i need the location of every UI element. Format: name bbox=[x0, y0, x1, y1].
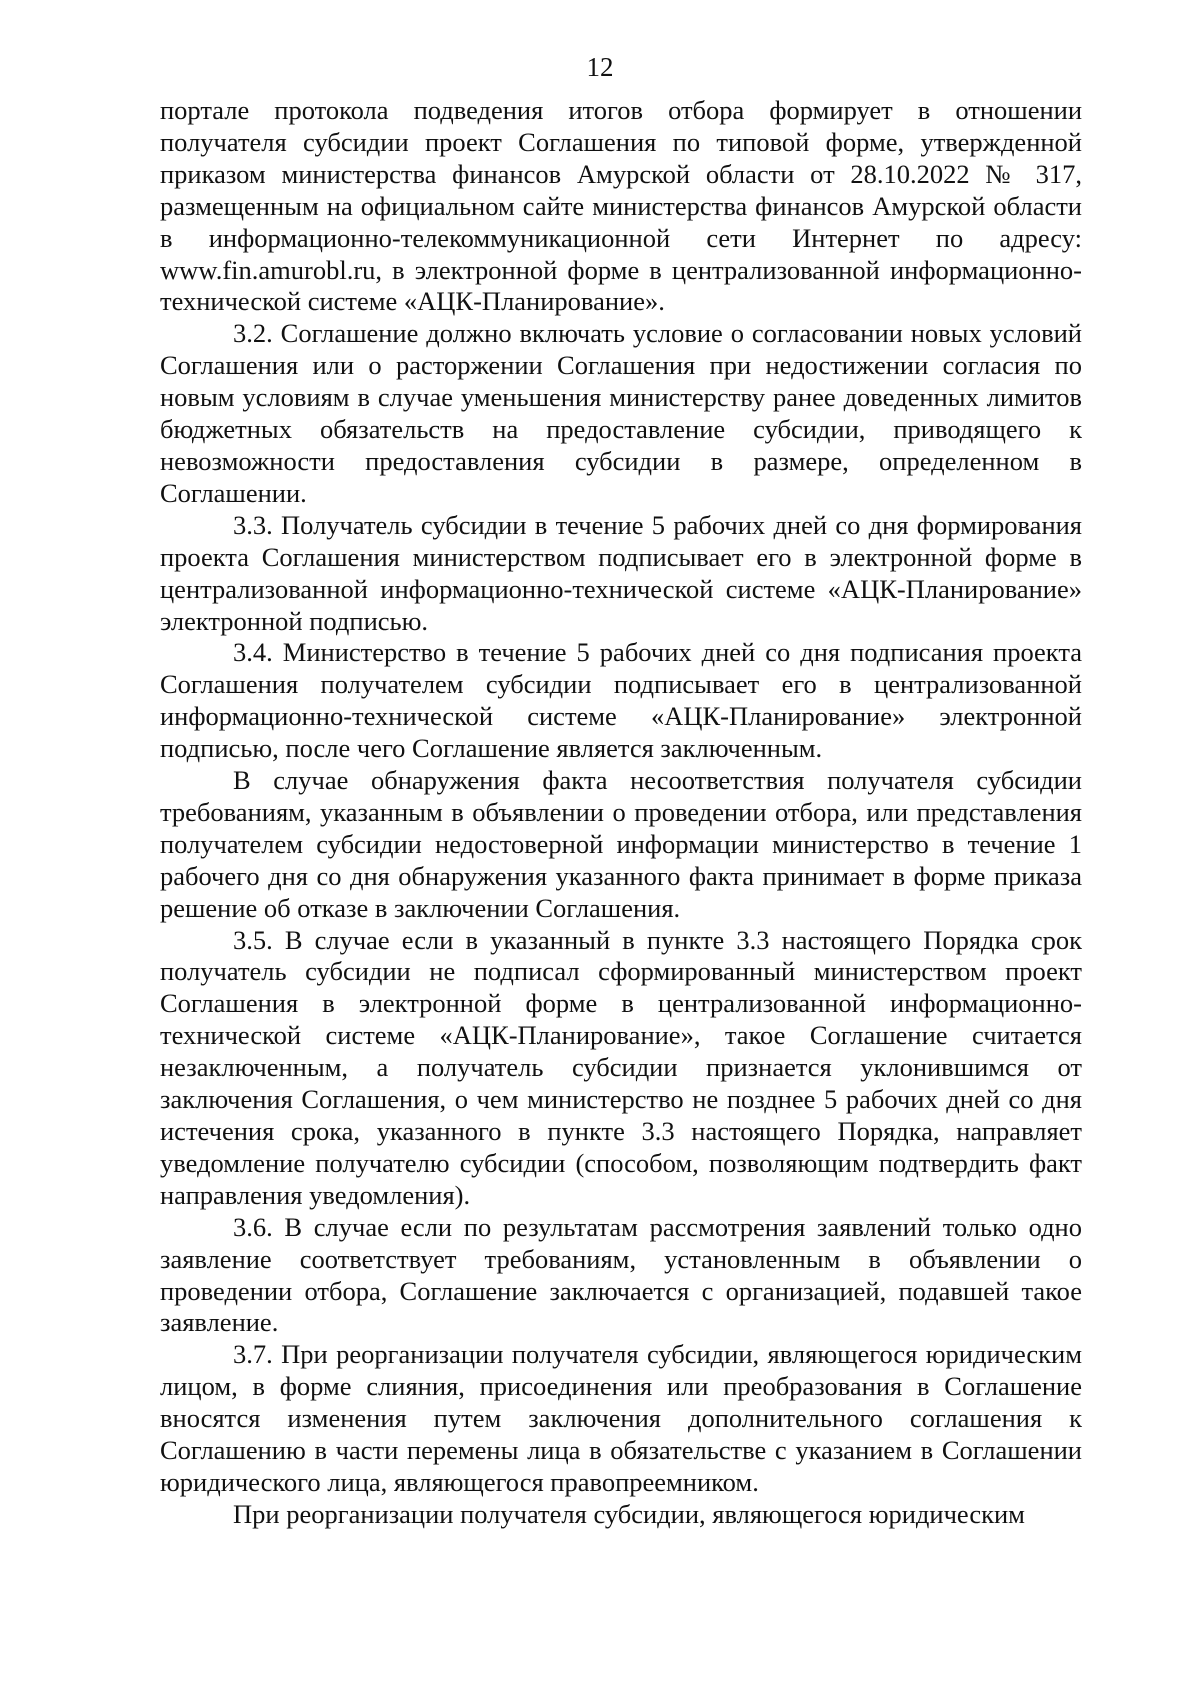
paragraph-3-7: 3.7. При реорганизации получателя субсидии, являющегося юридическим лицом, в форме слияния, присоединения или преобразования в Соглашение вносятся изменения путем заключения дополнительного соглашения к Соглашению в части перемены лица в обязательстве с указанием в Соглашении юридического лица, являющегося правопреемником. bbox=[160, 1339, 1082, 1497]
paragraph-3-5: 3.5. В случае если в указанный в пункте 3.3 настоящего Порядка срок получатель субсидии не подписал сформированный министерством проект Соглашения в электронной форме в централизованной информационно-технической системе «АЦК-Планирование», такое Соглашение считается незаключенным, а получатель субсидии признается уклонившимся от заключения Соглашения, о чем министерство не позднее 5 рабочих дней со дня истечения срока, указанного в пункте 3.3 настоящего Порядка, направляет уведомление получателю субсидии (способом, позволяющим подтвердить факт направления уведомления). bbox=[160, 924, 1082, 1210]
paragraph-3-6: 3.6. В случае если по результатам рассмотрения заявлений только одно заявление соответствует требованиям, установленным в объявлении о проведении отбора, Соглашение заключается с организацией, подавшей такое заявление. bbox=[160, 1211, 1082, 1338]
paragraph-3-2: 3.2. Соглашение должно включать условие о согласовании новых условий Соглашения или о расторжении Соглашения при недостижении согласия по новым условиям в случае уменьшения министерству ранее доведенных лимитов бюджетных обязательств на предоставление субсидии, приводящего к невозможности предоставления субсидии в размере, определенном в Соглашении. bbox=[160, 318, 1082, 508]
paragraph-3-3: 3.3. Получатель субсидии в течение 5 рабочих дней со дня формирования проекта Соглашения министерством подписывает его в электронной форме в централизованной информационно-технической системе «АЦК-Планирование» электронной подписью. bbox=[160, 509, 1082, 636]
paragraph-refusal-case: В случае обнаружения факта несоответствия получателя субсидии требованиям, указанным в объявлении о проведении отбора, или представления получателем субсидии недостоверной информации министерство в течение 1 рабочего дня со дня обнаружения указанного факта принимает в форме приказа решение об отказе в заключении Соглашения. bbox=[160, 765, 1082, 923]
page-number: 12 bbox=[586, 52, 614, 82]
paragraph-reorganization-continued: При реорганизации получателя субсидии, являющегося юридическим bbox=[233, 1498, 1025, 1529]
paragraph-3-4: 3.4. Министерство в течение 5 рабочих дней со дня подписания проекта Соглашения получателем субсидии подписывает его в централизованной информационно-технической системе «АЦК-Планирование» электронной подписью, после чего Соглашение является заключенным. bbox=[160, 637, 1082, 764]
document-body bbox=[160, 95, 1082, 1531]
paragraph-portal-protocol: портале протокола подведения итогов отбора формирует в отношении получателя субсидии проект Соглашения по типовой форме, утвержденной приказом министерства финансов Амурской области от 28.10.2022 № 317, размещенным на официальном сайте министерства финансов Амурской области в информационно-телекоммуникационной сети Интернет по адресу: www.fin.amurobl.ru, в электронной форме в централизованной информационно-технической системе «АЦК-Планирование». bbox=[160, 95, 1082, 317]
